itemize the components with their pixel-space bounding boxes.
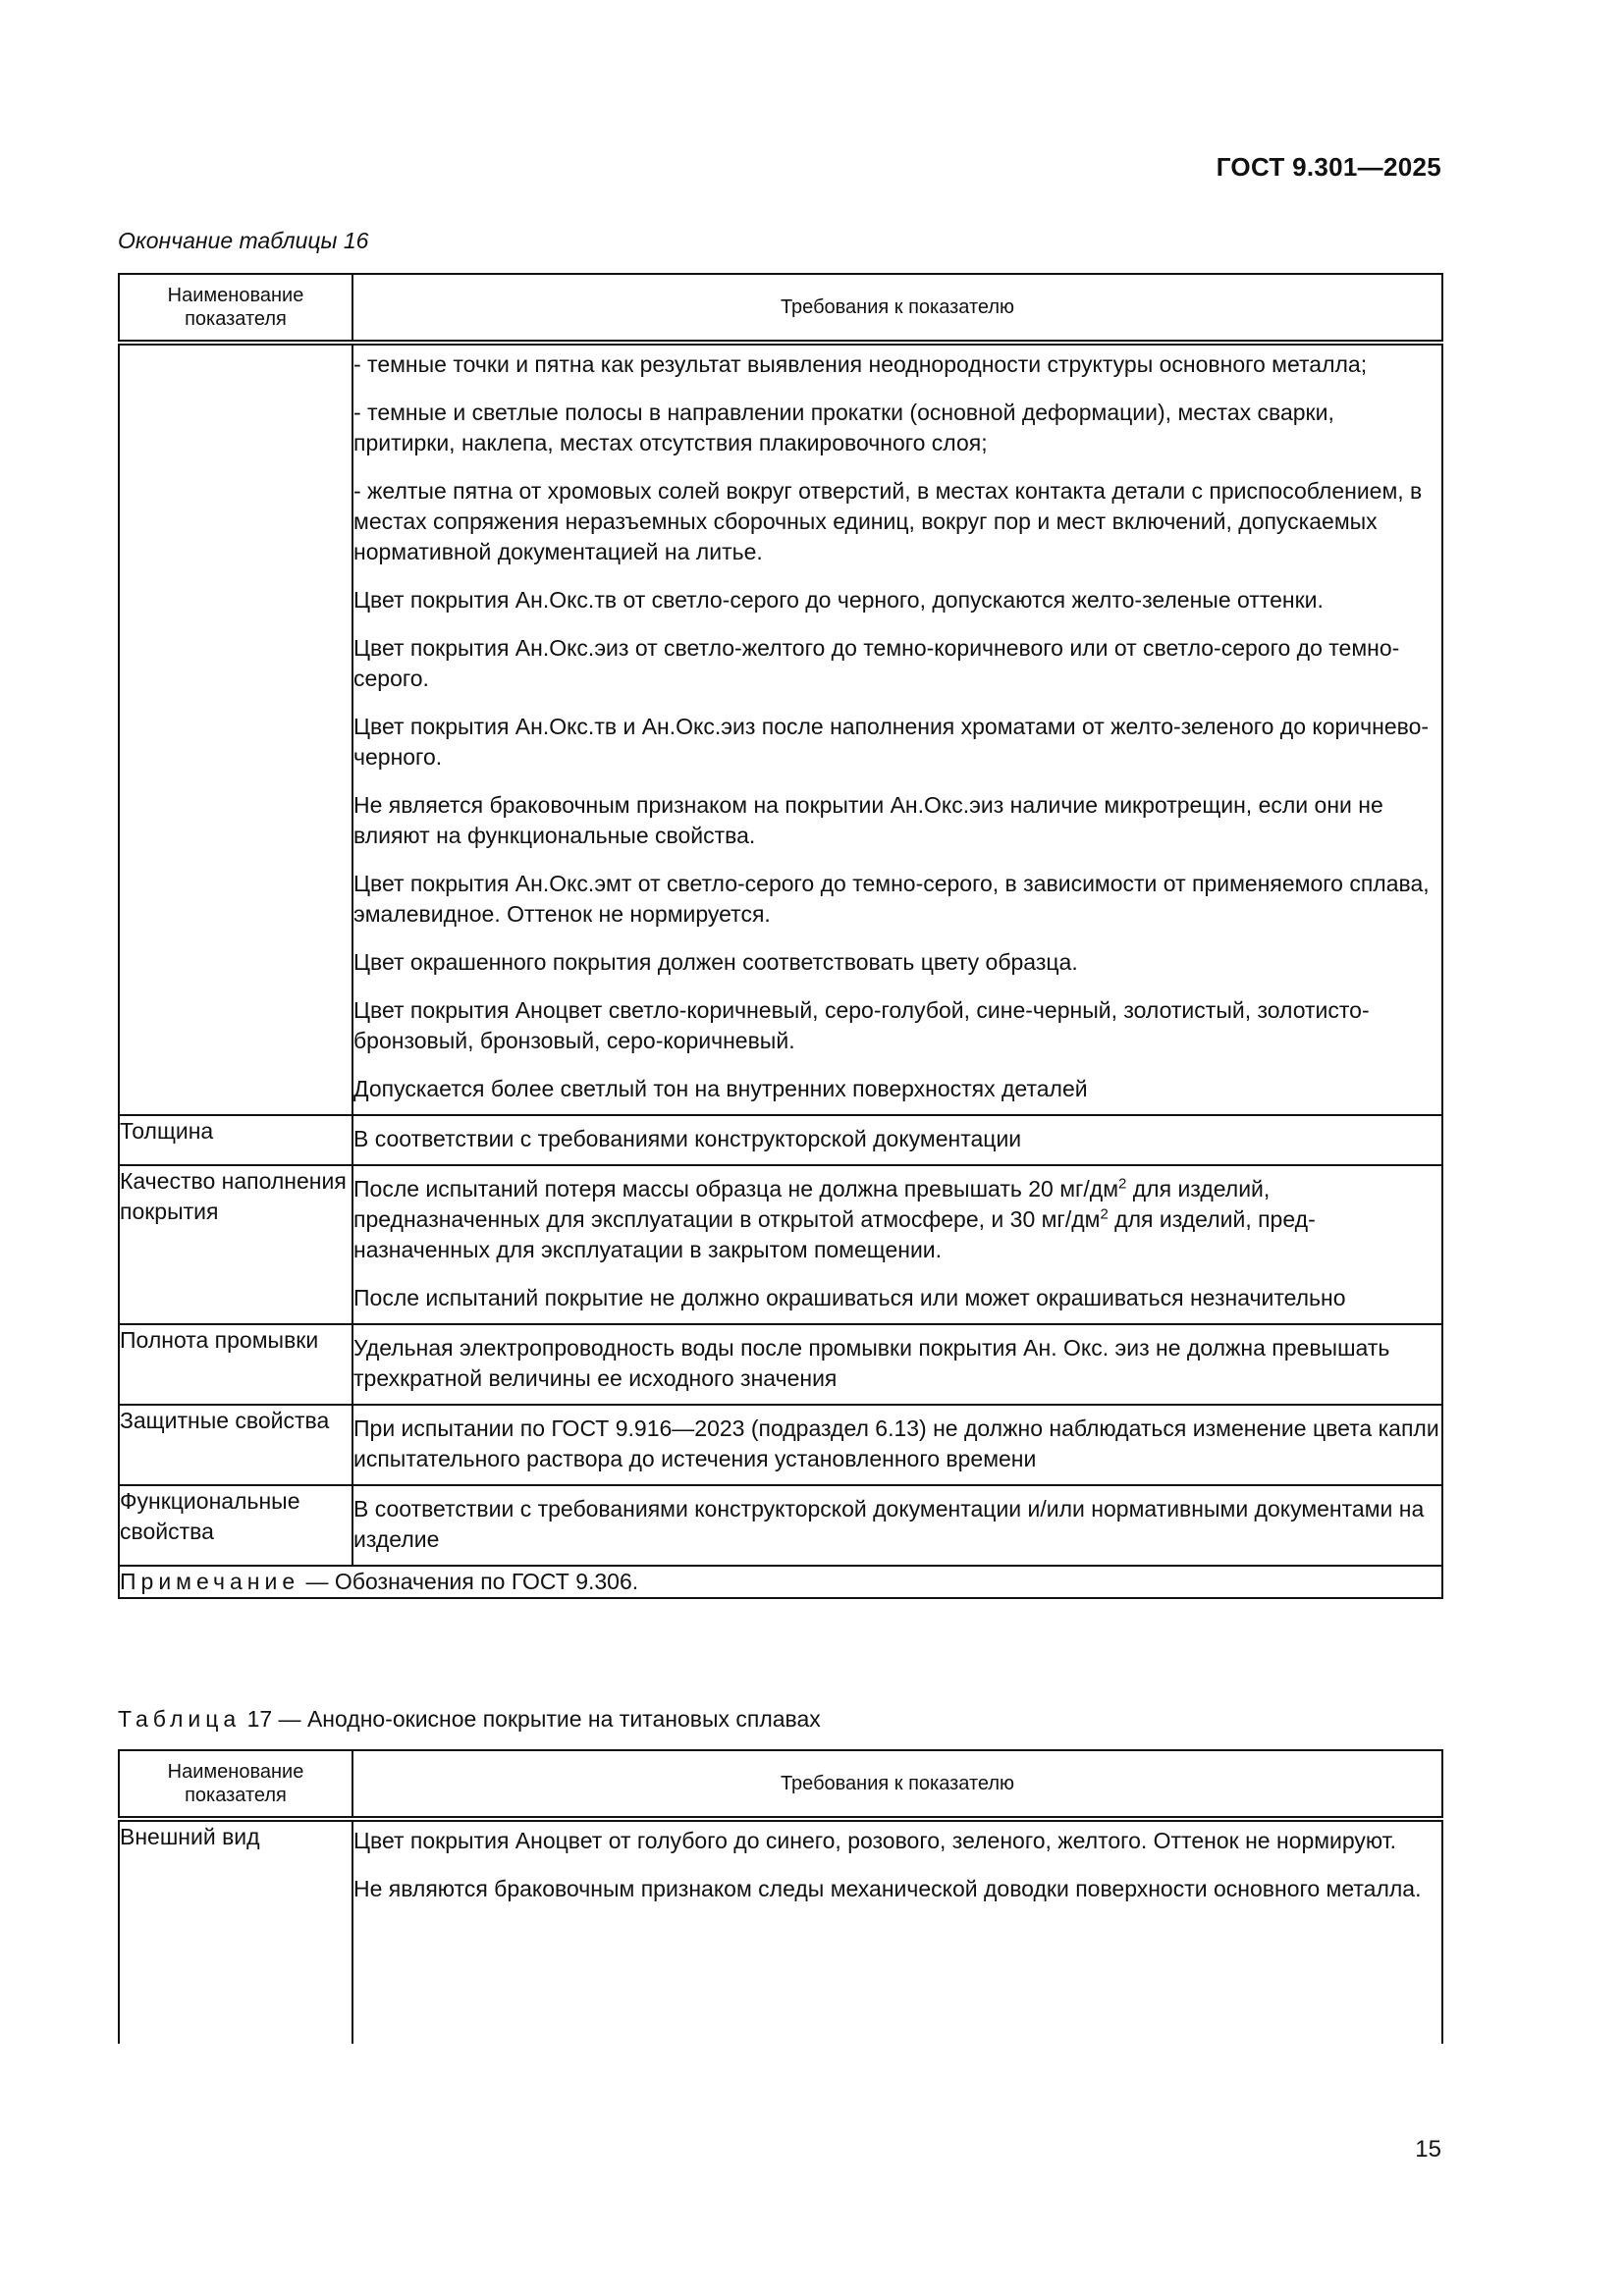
page-number: 15: [1415, 2136, 1441, 2163]
requirement-paragraph: При испытании по ГОСТ 9.916—2023 (подраздел 6.13) не должно наблюдаться изменение цвета капли испытательного раствора до истечения установленного времени: [353, 1415, 1439, 1471]
column-header-name: Наименование показателя: [119, 1750, 352, 1819]
requirement-paragraph: - желтые пятна от хромовых солей вокруг отверстий, в местах контакта детали с приспособлением, в местах сопряжения неразъемных сборочных единиц, вокруг пор и мест включений, допускаемых нормативной документацией на литье.: [353, 478, 1423, 564]
row-requirements-appearance: [352, 343, 1442, 1115]
table16-continuation-caption: Окончание таблицы 16: [118, 228, 369, 253]
row-name-protective: Защитные свойства: [119, 1405, 352, 1485]
column-header-name: Наименование показателя: [119, 274, 352, 343]
row-name-continued: [119, 343, 352, 1115]
document-designation: ГОСТ 9.301—2025: [1216, 152, 1441, 182]
superscript: 2: [1118, 1175, 1127, 1193]
requirement-paragraph: В соответствии с требованиями конструкторской документации: [353, 1126, 1022, 1151]
table-note-row: [119, 1566, 1442, 1598]
row-name-rinsing: Полнота промывки: [119, 1324, 352, 1405]
table-note: [119, 1566, 1442, 1598]
table-row: [119, 1819, 1442, 2044]
requirement-paragraph: Цвет покрытия Аноцвет светло-коричневый, серо-голубой, сине-черный, золотистый, золотисто-бронзовый, бронзовый, серо-коричневый.: [353, 997, 1370, 1053]
row-name-functional: Функциональные свойства: [119, 1485, 352, 1566]
row-requirements-appearance: [352, 1819, 1442, 2044]
requirement-paragraph: Цвет покрытия Ан.Окс.эиз от светло-желтого до темно-коричневого или от светло-серого до темно-серого.: [353, 635, 1400, 691]
table17-caption-label: Таблица: [118, 1706, 242, 1732]
note-label: Примечание: [120, 1569, 300, 1594]
table-row: [119, 1324, 1442, 1405]
requirement-paragraph: Цвет покрытия Ан.Окс.тв от светло-серого до черного, допускаются желто-зеленые оттенки.: [353, 587, 1324, 613]
requirement-paragraph: Не является браковочным признаком на покрытии Ан.Окс.эиз наличие микротрещин, если они не влияют на функциональные свойства.: [353, 792, 1383, 848]
requirement-paragraph: - темные и светлые полосы в направлении прокатки (основной деформации), местах сварки, притирки, наклепа, местах отсутствия плакировочного слоя;: [353, 400, 1334, 455]
table-row: [119, 343, 1442, 1115]
row-name-appearance: Внешний вид: [119, 1819, 352, 2044]
table-row: [119, 1165, 1442, 1324]
table-header-row: [119, 1750, 1442, 1819]
text-fragment: После испытаний потеря массы образца не должна превышать 20 мг/дм: [353, 1176, 1119, 1201]
requirement-paragraph: Цвет окрашенного покрытия должен соответствовать цвету образца.: [353, 949, 1078, 975]
column-header-requirements: Требования к показателю: [352, 1750, 1442, 1819]
table-row: [119, 1485, 1442, 1566]
row-name-sealing-quality: Качество наполнения покрытия: [119, 1165, 352, 1324]
table17-caption: [118, 1706, 821, 1733]
requirement-paragraph: В соответствии с требованиями конструкторской документации и/или нормативными документами на изделие: [353, 1496, 1425, 1552]
table-row: [119, 1405, 1442, 1485]
table17-caption-text: 17 — Анодно-окисное покрытие на титановых сплавах: [241, 1706, 821, 1732]
requirement-paragraph: После испытаний покрытие не должно окрашиваться или может окрашиваться незначительно: [353, 1285, 1346, 1310]
row-requirements-rinsing: [352, 1324, 1442, 1405]
requirement-paragraph: Цвет покрытия Аноцвет от голубого до синего, розового, зеленого, желтого. Оттенок не нормируют.: [353, 1828, 1397, 1853]
requirement-paragraph: Цвет покрытия Ан.Окс.тв и Ан.Окс.эиз после наполнения хроматами от желто-зеленого до коричнево-черного.: [353, 714, 1430, 770]
row-requirements-sealing-quality: [352, 1165, 1442, 1324]
table-row: [119, 1115, 1442, 1165]
column-header-requirements: Требования к показателю: [352, 274, 1442, 343]
table-header-row: [119, 274, 1442, 343]
table-16: [118, 273, 1443, 1599]
requirement-paragraph: [353, 1166, 1441, 1275]
requirement-paragraph: Цвет покрытия Ан.Окс.эмт от светло-серого до темно-серого, в зависимости от применяемого сплава, эмалевидное. Оттенок не нормируется.: [353, 871, 1430, 927]
row-requirements-protective: [352, 1405, 1442, 1485]
row-requirements-thickness: [352, 1115, 1442, 1165]
requirement-paragraph: Не являются браковочным признаком следы механической доводки поверхности основного металла.: [353, 1876, 1422, 1901]
requirement-paragraph: Допускается более светлый тон на внутренних поверхностях деталей: [353, 1076, 1088, 1101]
requirement-paragraph: - темные точки и пятна как результат выявления неоднородности структуры основного металла;: [353, 351, 1368, 377]
row-name-thickness: Толщина: [119, 1115, 352, 1165]
table-17: [118, 1749, 1443, 2044]
note-text: — Обозначения по ГОСТ 9.306.: [299, 1569, 639, 1594]
superscript: 2: [1100, 1205, 1109, 1223]
requirement-paragraph: Удельная электропроводность воды после промывки покрытия Ан. Окс. эиз не должна превышать трехкратной величины ее исходного значения: [353, 1335, 1390, 1391]
text-fragment: для изделий, предназначенных для эксплуатации в открытой атмосфере, и 30 мг/дм: [353, 1176, 1271, 1232]
text-fragment: для изделий, предназначенных для эксплуатации в закрытом помещении.: [353, 1206, 1316, 1262]
row-requirements-functional: [352, 1485, 1442, 1566]
